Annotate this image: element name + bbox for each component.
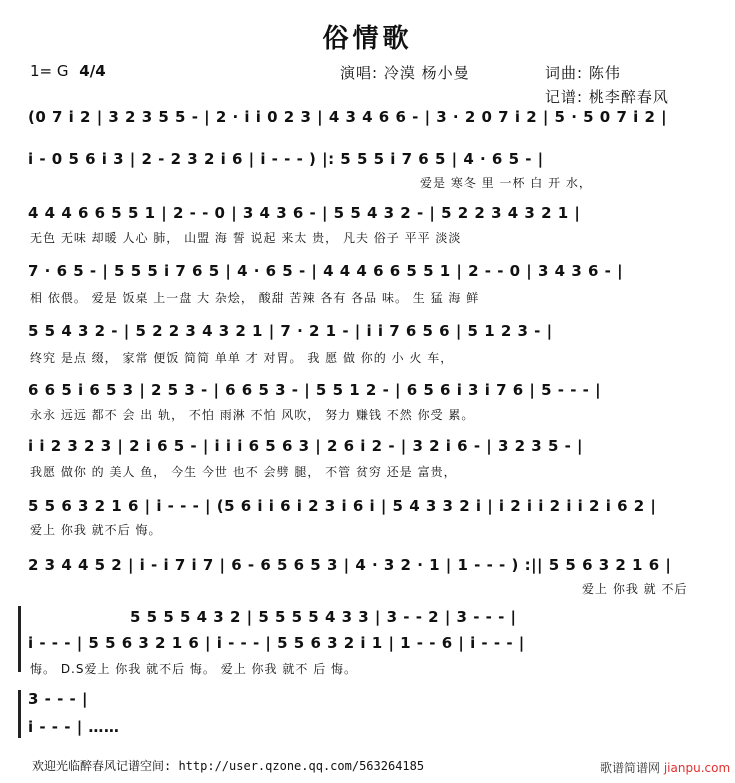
lyrics-line: 无色 无味 却暖 人心 肺， 山盟 海 誓 说起 来太 贵， 凡夫 俗子 平平 淡淡 — [30, 231, 462, 245]
watermark-cn: 歌谱简谱网 — [600, 761, 661, 775]
lyrics-line: 永永 远远 都不 会 出 轨， 不怕 雨淋 不怕 风吹， 努力 赚钱 不然 你受 累。 — [30, 408, 475, 422]
notes-line: 6 6 5 i 6 5 3 | 2 5 3 - | 6 6 5 3 - | 5 5 1 2 - | 6 5 6 i 3 i 7 6 | 5 - - - | — [28, 381, 602, 399]
footer-credit: 欢迎光临醉春风记谱空间: http://user.qzone.qq.com/563264185 — [32, 759, 425, 773]
lyrics-line: 爱上 你我 就不后 悔。 — [30, 523, 162, 537]
lyrics-line: 终究 是点 缀， 家常 便饭 简简 单单 才 对胃。 我 愿 做 你的 小 火 车， — [30, 351, 454, 365]
notes-line: i - - - | 5 5 6 3 2 1 6 | i - - - | 5 5 6 3 2 i 1 | 1 - - 6 | i - - - | — [28, 634, 525, 652]
system-brace — [18, 690, 21, 738]
notes-line: (0 7 i 2 | 3 2 3 5 5 - | 2 · i i 0 2 3 | 4 3 4 6 6 - | 3 · 2 0 7 i 2 | 5 · 5 0 7 i 2 | — [28, 108, 668, 126]
notes-line: i - 0 5 6 i 3 | 2 - 2 3 2 i 6 | i - - - ) |: 5 5 5 i 7 6 5 | 4 · 6 5 - | — [28, 150, 544, 168]
notes-line: i i 2 3 2 3 | 2 i 6 5 - | i i i 6 5 6 3 | 2 6 i 2 - | 3 2 i 6 - | 3 2 3 5 - | — [28, 437, 584, 455]
lyrics-line: 爱是 寒冬 里 一杯 白 开 水， — [420, 176, 592, 190]
watermark — [600, 759, 730, 776]
key-signature — [30, 62, 106, 80]
lyrics-line: 相 依偎。 爱是 饭桌 上一盘 大 杂烩， 酸甜 苦辣 各有 各品 味。 生 猛 海 鲜 — [30, 291, 480, 305]
notes-line: 5 5 4 3 2 - | 5 2 2 3 4 3 2 1 | 7 · 2 1 - | i i 7 6 5 6 | 5 1 2 3 - | — [28, 322, 553, 340]
key-label: 1= G — [30, 62, 69, 80]
notes-line: i - - - | …… — [28, 718, 120, 736]
song-title: 俗情歌 — [322, 24, 413, 54]
lyrics-line: 我愿 做你 的 美人 鱼， 今生 今世 也不 会劈 腿， 不管 贫穷 还是 富贵， — [30, 465, 457, 479]
notes-line: 4 4 4 6 6 5 5 1 | 2 - - 0 | 3 4 3 6 - | 5 5 4 3 2 - | 5 2 2 3 4 3 2 1 | — [28, 204, 581, 222]
notes-line: 7 · 6 5 - | 5 5 5 i 7 6 5 | 4 · 6 5 - | 4 4 4 6 6 5 5 1 | 2 - - 0 | 3 4 3 6 - | — [28, 262, 624, 280]
time-signature: 4/4 — [79, 62, 106, 80]
notes-line: 2 3 4 4 5 2 | i - i 7 i 7 | 6 - 6 5 6 5 3 | 4 · 3 2 · 1 | 1 - - - ) :|| 5 5 6 3 2 1 6 | — [28, 556, 672, 574]
recorder-credit: 记谱: 桃李醉春风 — [545, 88, 669, 106]
composer-credit: 词曲: 陈伟 — [545, 64, 621, 82]
watermark-en: jianpu.com — [663, 761, 731, 775]
lyrics-line: 悔。 D.S爱上 你我 就不后 悔。 爱上 你我 就不 后 悔。 — [30, 662, 358, 676]
lyrics-line: 爱上 你我 就 不后 — [582, 582, 688, 596]
notes-line: 3 - - - | — [28, 690, 88, 708]
notes-line: 5 5 5 5 4 3 2 | 5 5 5 5 4 3 3 | 3 - - 2 | 3 - - - | — [130, 608, 517, 626]
singer-credit: 演唱: 冷漠 杨小曼 — [340, 64, 470, 82]
notes-line: 5 5 6 3 2 1 6 | i - - - | (5 6 i i 6 i 2 3 i 6 i | 5 4 3 3 2 i | i 2 i i 2 i i 2 i 6 2 | — [28, 497, 657, 515]
system-brace — [18, 606, 21, 672]
